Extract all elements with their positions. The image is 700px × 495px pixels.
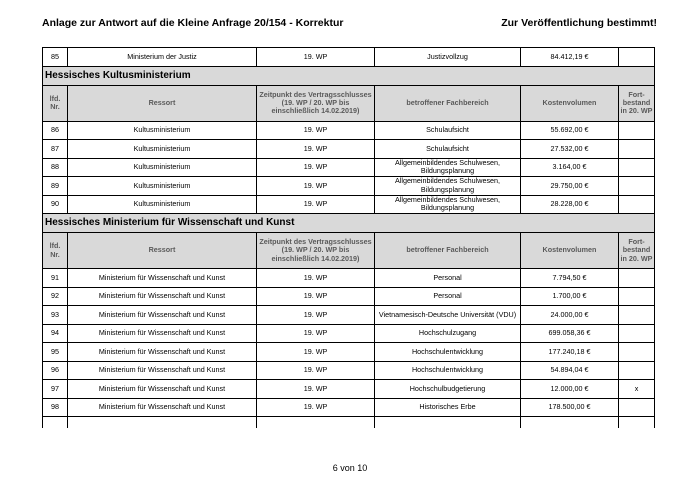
ressort-cell: Ministerium für Wissenschaft und Kunst — [68, 361, 257, 380]
column-header-volumen: Kostenvolumen — [521, 233, 619, 269]
continuation-cell — [375, 417, 521, 429]
wp-cell: 19. WP — [257, 380, 375, 399]
wp-cell: 19. WP — [257, 140, 375, 159]
fachbereich-cell: Hochschulentwicklung — [375, 361, 521, 380]
document-title: Anlage zur Antwort auf die Kleine Anfrage 20/154 - Korrektur — [42, 17, 344, 29]
wp-cell: 19. WP — [257, 195, 375, 214]
row-number: 87 — [43, 140, 68, 159]
column-header-row — [43, 233, 655, 269]
wp-cell: 19. WP — [257, 398, 375, 417]
fachbereich-cell: Hochschulbudgetierung — [375, 380, 521, 399]
table-row — [43, 140, 655, 159]
fortbestand-cell — [619, 398, 655, 417]
column-header-fortbestand: Fort-bestand in 20. WP — [619, 85, 655, 121]
fachbereich-cell: Personal — [375, 269, 521, 288]
row-number: 96 — [43, 361, 68, 380]
column-header-fortbestand: Fort-bestand in 20. WP — [619, 233, 655, 269]
section-title: Hessisches Ministerium für Wissenschaft und Kunst — [43, 214, 655, 233]
table-row — [43, 177, 655, 196]
kostenvolumen-cell: 24.000,00 € — [521, 306, 619, 325]
fortbestand-cell: x — [619, 380, 655, 399]
wp-cell: 19. WP — [257, 324, 375, 343]
fortbestand-cell — [619, 269, 655, 288]
ressort-cell: Ministerium der Justiz — [68, 48, 257, 67]
wp-cell: 19. WP — [257, 343, 375, 362]
kostenvolumen-cell: 178.500,00 € — [521, 398, 619, 417]
fachbereich-cell: Personal — [375, 287, 521, 306]
kostenvolumen-cell: 28.228,00 € — [521, 195, 619, 214]
fortbestand-cell — [619, 287, 655, 306]
column-header-volumen: Kostenvolumen — [521, 85, 619, 121]
row-number: 98 — [43, 398, 68, 417]
kostenvolumen-cell: 3.164,00 € — [521, 158, 619, 177]
fachbereich-cell: Allgemeinbildendes Schulwesen, Bildungsplanung — [375, 195, 521, 214]
continuation-cell — [68, 417, 257, 429]
table-row — [43, 398, 655, 417]
table-row — [43, 287, 655, 306]
ressort-cell: Ministerium für Wissenschaft und Kunst — [68, 380, 257, 399]
kostenvolumen-cell: 699.058,36 € — [521, 324, 619, 343]
table-row — [43, 195, 655, 214]
section-header-row — [43, 214, 655, 233]
table-row — [43, 306, 655, 325]
fortbestand-cell — [619, 361, 655, 380]
fortbestand-cell — [619, 121, 655, 140]
fachbereich-cell: Schulaufsicht — [375, 121, 521, 140]
fachbereich-cell: Historisches Erbe — [375, 398, 521, 417]
row-number: 91 — [43, 269, 68, 288]
wp-cell: 19. WP — [257, 158, 375, 177]
fachbereich-cell: Allgemeinbildendes Schulwesen, Bildungsplanung — [375, 177, 521, 196]
kostenvolumen-cell: 27.532,00 € — [521, 140, 619, 159]
ressort-cell: Ministerium für Wissenschaft und Kunst — [68, 306, 257, 325]
column-header-fachbereich: betroffener Fachbereich — [375, 233, 521, 269]
column-header-nr: lfd. Nr. — [43, 85, 68, 121]
table-row — [43, 121, 655, 140]
kostenvolumen-cell: 1.700,00 € — [521, 287, 619, 306]
row-number: 92 — [43, 287, 68, 306]
fachbereich-cell: Allgemeinbildendes Schulwesen, Bildungsplanung — [375, 158, 521, 177]
fortbestand-cell — [619, 158, 655, 177]
ressort-cell: Ministerium für Wissenschaft und Kunst — [68, 269, 257, 288]
ressort-cell: Kultusministerium — [68, 121, 257, 140]
table-row — [43, 48, 655, 67]
table-row — [43, 324, 655, 343]
fortbestand-cell — [619, 306, 655, 325]
row-number: 95 — [43, 343, 68, 362]
continuation-cell — [521, 417, 619, 429]
row-number: 86 — [43, 121, 68, 140]
section-header-row — [43, 66, 655, 85]
wp-cell: 19. WP — [257, 177, 375, 196]
kostenvolumen-cell: 84.412,19 € — [521, 48, 619, 67]
fortbestand-cell — [619, 140, 655, 159]
wp-cell: 19. WP — [257, 361, 375, 380]
continuation-cell — [257, 417, 375, 429]
fortbestand-cell — [619, 195, 655, 214]
wp-cell: 19. WP — [257, 287, 375, 306]
fortbestand-cell — [619, 324, 655, 343]
wp-cell: 19. WP — [257, 269, 375, 288]
wp-cell: 19. WP — [257, 306, 375, 325]
row-number: 85 — [43, 48, 68, 67]
fachbereich-cell: Schulaufsicht — [375, 140, 521, 159]
fachbereich-cell: Hochschulzugang — [375, 324, 521, 343]
column-header-fachbereich: betroffener Fachbereich — [375, 85, 521, 121]
ressort-cell: Kultusministerium — [68, 177, 257, 196]
column-header-zeitpunkt: Zeitpunkt des Vertragsschlusses (19. WP / 20. WP bis einschließlich 14.02.2019) — [257, 233, 375, 269]
column-header-zeitpunkt: Zeitpunkt des Vertragsschlusses (19. WP / 20. WP bis einschließlich 14.02.2019) — [257, 85, 375, 121]
wp-cell: 19. WP — [257, 48, 375, 67]
column-header-row — [43, 85, 655, 121]
row-number: 97 — [43, 380, 68, 399]
row-number: 88 — [43, 158, 68, 177]
kostenvolumen-cell: 177.240,18 € — [521, 343, 619, 362]
kostenvolumen-cell: 7.794,50 € — [521, 269, 619, 288]
row-number: 89 — [43, 177, 68, 196]
kostenvolumen-cell: 12.000,00 € — [521, 380, 619, 399]
kostenvolumen-cell: 29.750,00 € — [521, 177, 619, 196]
ressort-cell: Kultusministerium — [68, 158, 257, 177]
ressort-cell: Kultusministerium — [68, 195, 257, 214]
fortbestand-cell — [619, 48, 655, 67]
column-header-ressort: Ressort — [68, 233, 257, 269]
section-title: Hessisches Kultusministerium — [43, 66, 655, 85]
table-continuation — [43, 417, 655, 429]
column-header-ressort: Ressort — [68, 85, 257, 121]
column-header-nr: lfd. Nr. — [43, 233, 68, 269]
table-row — [43, 158, 655, 177]
continuation-cell — [619, 417, 655, 429]
fortbestand-cell — [619, 343, 655, 362]
fachbereich-cell: Vietnamesisch-Deutsche Universität (VDU) — [375, 306, 521, 325]
row-number: 93 — [43, 306, 68, 325]
table-row — [43, 361, 655, 380]
contracts-table — [42, 47, 655, 428]
table-row — [43, 269, 655, 288]
wp-cell: 19. WP — [257, 121, 375, 140]
fachbereich-cell: Justizvollzug — [375, 48, 521, 67]
row-number: 94 — [43, 324, 68, 343]
row-number: 90 — [43, 195, 68, 214]
continuation-cell — [43, 417, 68, 429]
fachbereich-cell: Hochschulentwicklung — [375, 343, 521, 362]
ressort-cell: Ministerium für Wissenschaft und Kunst — [68, 398, 257, 417]
table-row — [43, 380, 655, 399]
table-row — [43, 343, 655, 362]
ressort-cell: Ministerium für Wissenschaft und Kunst — [68, 343, 257, 362]
page-number: 6 von 10 — [332, 463, 368, 473]
publication-note: Zur Veröffentlichung bestimmt! — [501, 17, 657, 29]
ressort-cell: Ministerium für Wissenschaft und Kunst — [68, 287, 257, 306]
ressort-cell: Ministerium für Wissenschaft und Kunst — [68, 324, 257, 343]
kostenvolumen-cell: 54.894,04 € — [521, 361, 619, 380]
ressort-cell: Kultusministerium — [68, 140, 257, 159]
kostenvolumen-cell: 55.692,00 € — [521, 121, 619, 140]
fortbestand-cell — [619, 177, 655, 196]
